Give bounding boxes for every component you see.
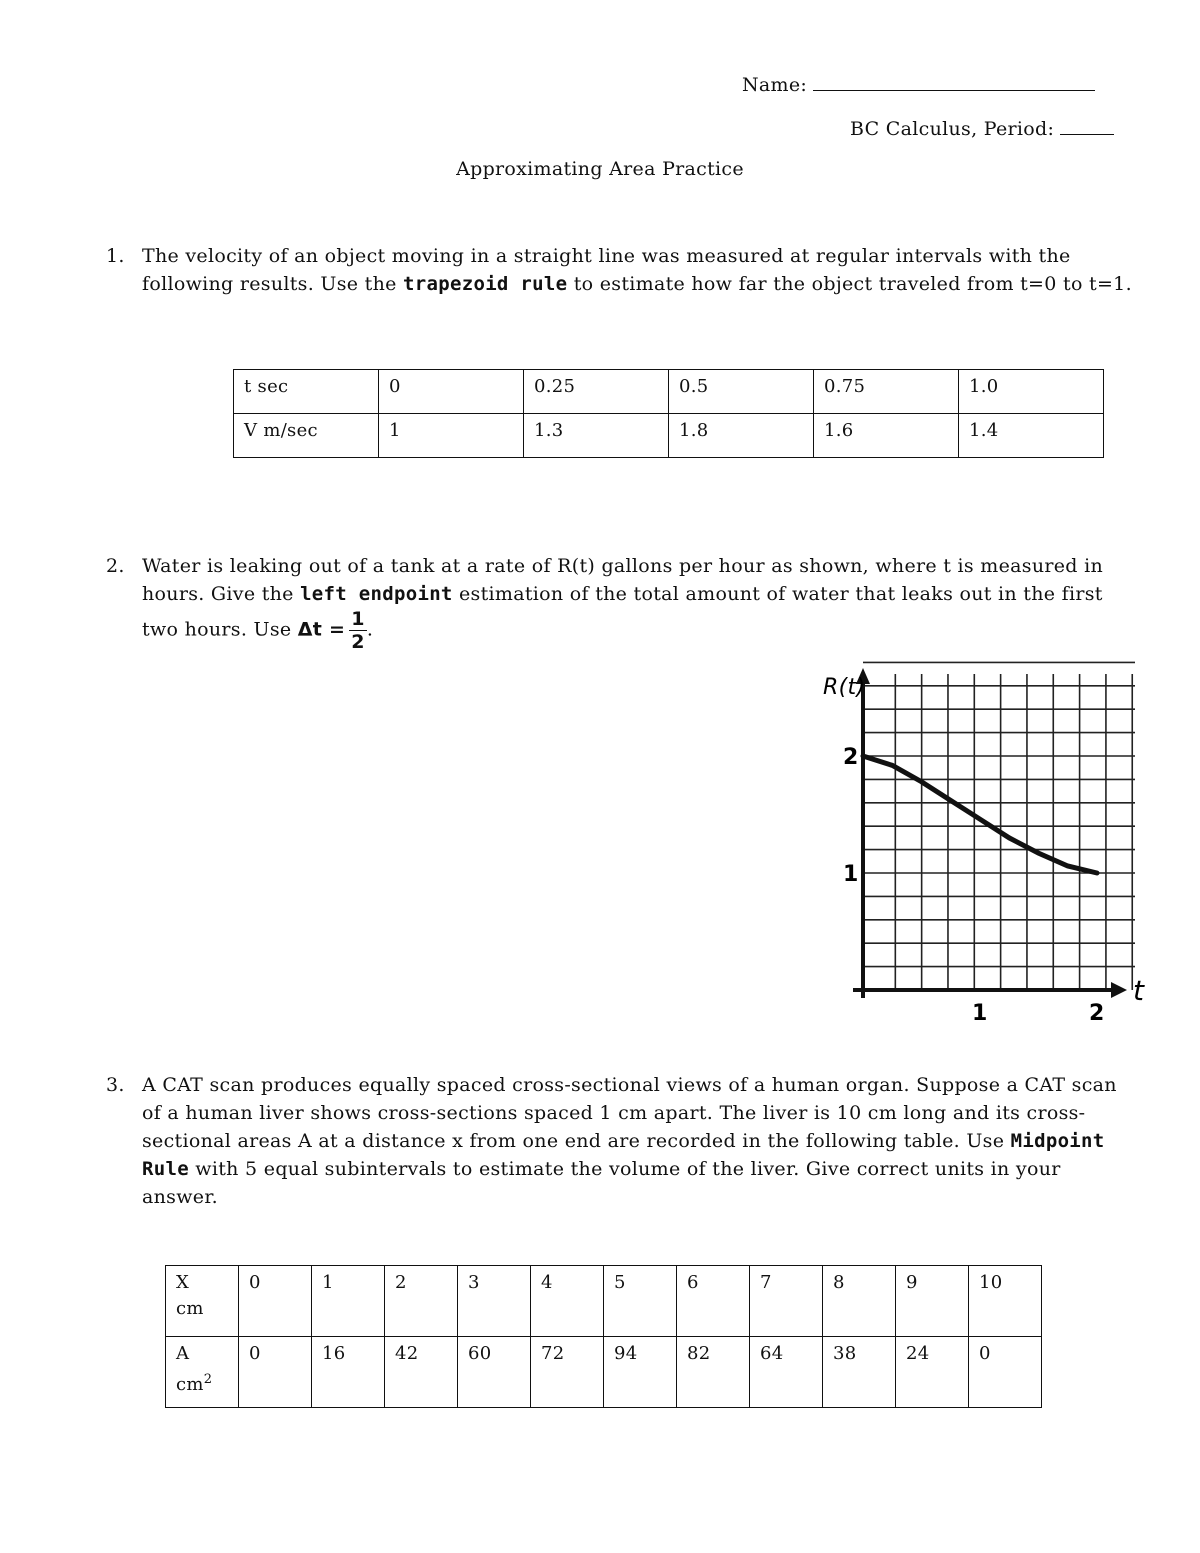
x-tick-label: 1	[972, 1001, 988, 1026]
name-field	[742, 72, 1095, 96]
x-label: X	[176, 1272, 190, 1293]
question-text	[142, 242, 1136, 298]
fraction-numerator: 1	[351, 608, 365, 630]
table-cell: 1.0	[959, 370, 1104, 414]
table-cell: 0.75	[814, 370, 959, 414]
table-cell: 3	[458, 1266, 531, 1337]
a-unit-exponent: 2	[203, 1372, 213, 1387]
emphasis: trapezoid rule	[403, 273, 568, 295]
y-tick-label: 1	[843, 862, 859, 887]
x-axis-label: t	[1133, 974, 1145, 1007]
table-cell: 2	[385, 1266, 458, 1337]
table-cell: 0	[239, 1337, 312, 1408]
table-header-cell	[166, 1337, 239, 1408]
table-cell: 1.6	[814, 414, 959, 458]
x-axis-arrow	[1111, 982, 1127, 998]
question-2	[106, 552, 1136, 653]
name-label: Name:	[742, 74, 808, 96]
table-cell: 8	[823, 1266, 896, 1337]
a-label: A	[176, 1343, 190, 1364]
y-axis-label: R(t)	[823, 675, 866, 700]
table-cell: 0.5	[669, 370, 814, 414]
period-label: BC Calculus, Period:	[850, 118, 1055, 140]
table-cell: 9	[896, 1266, 969, 1337]
table-cell: 1	[379, 414, 524, 458]
table-cell: 60	[458, 1337, 531, 1408]
table-header-cell	[166, 1266, 239, 1337]
table-cell: V m/sec	[234, 414, 379, 458]
table-row	[166, 1337, 1042, 1408]
table-cell: 1	[312, 1266, 385, 1337]
table-cell: 6	[677, 1266, 750, 1337]
sentence-end: .	[366, 618, 374, 641]
question-text-part: A CAT scan produces equally spaced cross-sectional views of a human organ. Suppose a CAT scan of a human liver shows cross-sections spaced 1 cm apart. The liver is 10 cm long and its cross-sectional areas A at a distance x from one end are recorded in the following table. Use	[142, 1074, 1117, 1152]
x-tick-label: 2	[1089, 1001, 1105, 1026]
table-cell: t sec	[234, 370, 379, 414]
table-cell: 4	[531, 1266, 604, 1337]
question-number: 1.	[106, 245, 125, 267]
table-cell: 1.8	[669, 414, 814, 458]
question-text-part: estimation of the total amount of water that leaks out in the first two hours. Use	[142, 583, 1103, 641]
table-cell: 64	[750, 1337, 823, 1408]
name-blank[interactable]	[813, 72, 1095, 91]
question-text-part: with 5 equal subintervals to estimate the volume of the liver. Give correct units in your answer.	[142, 1158, 1061, 1208]
rate-graph	[815, 660, 1165, 1040]
page-title: Approximating Area Practice	[456, 158, 744, 180]
table-cell: 0.25	[524, 370, 669, 414]
cross-section-table	[165, 1265, 1042, 1408]
table-cell: 16	[312, 1337, 385, 1408]
delta-t-symbol: Δt =	[297, 618, 346, 641]
question-text-part: Water is leaking out of a tank at a rate of R(t) gallons per hour as shown, where t is measured in hours. Give the	[142, 555, 1104, 605]
table-cell: 94	[604, 1337, 677, 1408]
table-row	[234, 370, 1104, 414]
y-tick-label: 2	[843, 745, 859, 770]
question-text	[142, 1071, 1136, 1211]
period-field	[850, 116, 1114, 140]
table-cell: 5	[604, 1266, 677, 1337]
question-text-part: to estimate how far the object traveled from t=0 to t=1.	[567, 273, 1132, 295]
question-text	[142, 552, 1136, 653]
question-1	[106, 242, 1136, 298]
question-3	[106, 1071, 1136, 1211]
rate-curve	[863, 756, 1097, 873]
fraction-denominator: 2	[351, 631, 365, 653]
table-row	[166, 1266, 1042, 1337]
fraction	[349, 608, 367, 653]
table-cell: 7	[750, 1266, 823, 1337]
table-cell: 42	[385, 1337, 458, 1408]
table-cell: 0	[379, 370, 524, 414]
question-number: 2.	[106, 555, 125, 577]
table-cell: 10	[969, 1266, 1042, 1337]
period-blank[interactable]	[1060, 116, 1114, 135]
table-row	[234, 414, 1104, 458]
table-cell: 82	[677, 1337, 750, 1408]
table-cell: 1.4	[959, 414, 1104, 458]
table-cell: 72	[531, 1337, 604, 1408]
a-unit: cm	[176, 1374, 204, 1395]
table-cell: 38	[823, 1337, 896, 1408]
velocity-table	[233, 369, 1104, 458]
table-cell: 24	[896, 1337, 969, 1408]
question-text-part: The velocity of an object moving in a straight line was measured at regular intervals with the following results. Use the	[142, 245, 1071, 295]
emphasis: left endpoint	[300, 583, 453, 605]
emphasis: Midpoint Rule	[142, 1130, 1105, 1180]
graph-grid	[863, 662, 1135, 990]
x-unit: cm	[176, 1298, 204, 1319]
table-cell: 0	[239, 1266, 312, 1337]
table-cell: 0	[969, 1337, 1042, 1408]
table-cell: 1.3	[524, 414, 669, 458]
question-number: 3.	[106, 1074, 125, 1096]
